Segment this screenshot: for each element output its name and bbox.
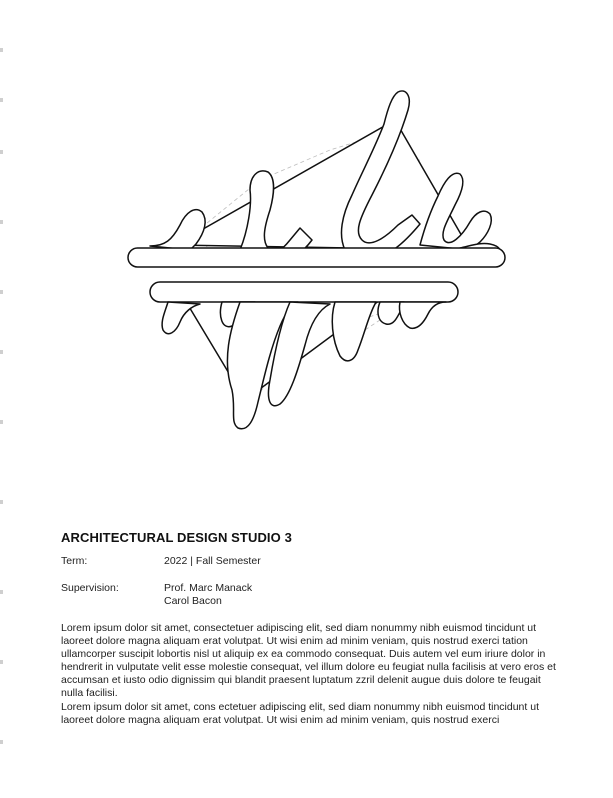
document-title: ARCHITECTURAL DESIGN STUDIO 3 — [61, 530, 292, 545]
horizontal-bar-lower — [150, 282, 458, 302]
supervisor-name: Prof. Marc Manack — [164, 582, 253, 594]
supervisor-list — [164, 582, 556, 608]
supervisor-name: Carol Bacon — [164, 595, 222, 607]
term-row — [61, 555, 556, 568]
supervision-row — [61, 582, 556, 608]
project-info — [61, 530, 556, 727]
supervision-label: Supervision: — [61, 582, 119, 594]
body-paragraph: Lorem ipsum dolor sit amet, consectetuer adipiscing elit, sed diam nonummy nibh euismod tincidunt ut laoreet dolore magna aliquam erat volutpat. Ut wisi enim ad minim veniam, quis nostrud exerci tation ullamcorper suscipit lobortis nisl ut aliquip ex ea commodo consequat. Duis autem vel eum iriure dolor in hendrerit in vulputate velit esse molestie consequat, vel illum dolore eu feugiat nulla facilisis at vero eros et accumsan et iusto odio dignissim qui blandit praesent luptatum zzril delenit augue duis dolore te feugait nulla facilisi. — [61, 622, 556, 700]
body-paragraph: Lorem ipsum dolor sit amet, cons ectetuer adipiscing elit, sed diam nonummy nibh euismod tincidunt ut laoreet dolore magna aliquam erat volutpat. Ut wisi enim ad minim veniam, quis nostrud exerci — [61, 700, 539, 726]
term-value: 2022 | Fall Semester — [164, 555, 261, 567]
term-label: Term: — [61, 555, 88, 567]
horizontal-bar-upper — [128, 248, 505, 267]
